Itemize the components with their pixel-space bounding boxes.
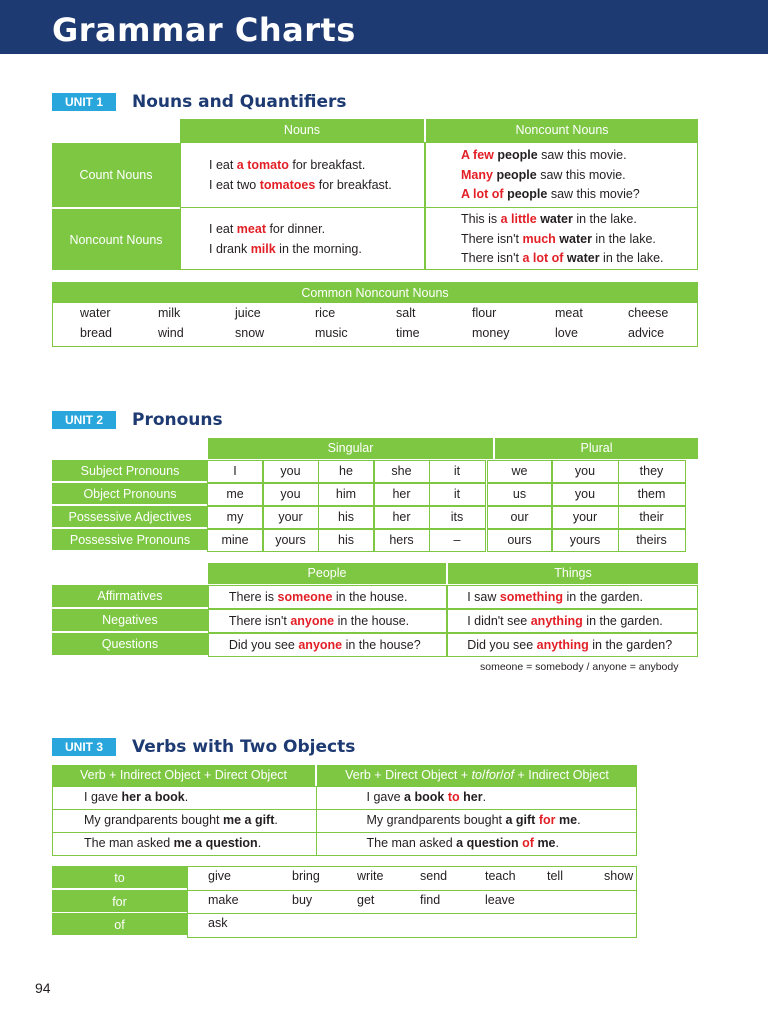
pronoun-cell: he <box>318 460 375 483</box>
text-run: There isn't <box>461 231 523 246</box>
pronoun-cell: ours <box>487 529 553 552</box>
highlight-word: a tomato <box>236 158 289 172</box>
pronoun-cell: I <box>207 460 264 483</box>
text-run: in the garden? <box>588 638 673 652</box>
verb-list <box>187 866 637 891</box>
verb-word: find <box>420 892 441 907</box>
text-run: saw this movie. <box>536 167 626 182</box>
text-run: in the lake. <box>591 231 656 246</box>
noun-word: love <box>555 326 578 340</box>
pronoun-cell: you <box>262 483 319 506</box>
noun-word: rice <box>315 306 336 320</box>
text-run: / <box>482 768 486 782</box>
pronoun-cell: yours <box>262 529 319 552</box>
unit1-tag: UNIT 1 <box>52 93 116 111</box>
text-run: . <box>274 813 278 827</box>
noun-word: flour <box>472 306 497 320</box>
highlight-word: a little <box>500 212 537 226</box>
pronoun-cell: their <box>618 506 686 529</box>
text-run: I gave <box>84 790 122 804</box>
cell-noncount-noncount <box>424 207 698 270</box>
noun-word: water <box>80 306 111 320</box>
text-run: saw this movie? <box>547 187 640 201</box>
unit2-tag: UNIT 2 <box>52 411 116 429</box>
noun-word: salt <box>396 306 416 320</box>
col-header-people: People <box>208 563 446 584</box>
common-noncount-rows <box>53 303 697 345</box>
col-header-singular: Singular <box>208 438 493 459</box>
bold-word: a question <box>456 836 519 850</box>
verb-list <box>187 913 637 938</box>
verb-word: buy <box>292 892 313 907</box>
highlight-word: meat <box>236 222 266 236</box>
bold-word: water <box>566 251 600 265</box>
verb-word: show <box>604 869 634 883</box>
things-example <box>446 633 698 657</box>
highlight-word: Many <box>461 167 493 182</box>
noun-word: wind <box>158 326 184 340</box>
unit3-heading <box>52 737 355 757</box>
verb-word: tell <box>547 869 563 883</box>
bold-word: water <box>559 231 592 246</box>
indefinite-row <box>52 585 698 609</box>
bold-word: water <box>540 212 573 226</box>
verb-list <box>187 890 637 915</box>
pronoun-cell: her <box>373 483 430 506</box>
text-run: for dinner. <box>265 222 326 236</box>
people-example <box>208 585 448 609</box>
pronoun-cell: me <box>207 483 264 506</box>
nouns-table <box>52 119 698 270</box>
bold-word: me <box>537 836 556 850</box>
pronoun-cell: your <box>551 506 619 529</box>
text-run: I eat two <box>209 178 260 192</box>
unit3-tag: UNIT 3 <box>52 738 116 756</box>
verb-prep-row <box>52 866 637 890</box>
verb-word: ask <box>208 916 228 930</box>
text-run: I eat <box>209 222 237 236</box>
highlight-word: milk <box>250 242 276 256</box>
page-banner <box>0 0 768 54</box>
pronoun-cell: you <box>551 460 619 483</box>
bold-word: people <box>507 187 548 201</box>
text-run: This is <box>461 212 501 226</box>
noun-word: cheese <box>628 306 669 320</box>
highlight-word: of <box>522 836 534 850</box>
example-line <box>461 166 697 186</box>
highlight-word: anyone <box>298 638 343 652</box>
text-run: saw this movie. <box>537 148 627 162</box>
verb-word: bring <box>292 869 320 883</box>
direct-prep-indirect-example <box>316 786 638 810</box>
example-line <box>461 210 697 230</box>
direct-prep-indirect-example <box>316 832 638 856</box>
common-noncount-row <box>53 325 697 345</box>
preposition-label: of <box>52 913 187 936</box>
example-line <box>461 249 697 269</box>
pronoun-cell: his <box>318 506 375 529</box>
text-run: in the house? <box>342 638 421 652</box>
unit1-title: Nouns and Quantifiers <box>132 92 347 112</box>
pronoun-cell: hers <box>373 529 430 552</box>
pronoun-row-label: Possessive Pronouns <box>52 529 208 551</box>
text-run: . <box>184 790 189 804</box>
bold-word: a book <box>404 790 445 804</box>
bold-word: people <box>497 148 538 162</box>
two-objects-rows <box>52 786 637 855</box>
unit1-heading <box>52 92 347 112</box>
text-run: The man asked <box>84 836 174 850</box>
page-title: Grammar Charts <box>52 11 356 49</box>
example-line <box>209 239 425 259</box>
text-run: in the lake. <box>572 212 637 226</box>
noun-word: music <box>315 326 348 340</box>
highlight-word: someone <box>277 590 333 604</box>
pronoun-cell: mine <box>207 529 264 552</box>
noun-word: bread <box>80 326 112 340</box>
text-run: + Indirect Object <box>514 768 609 782</box>
text-run: to <box>471 768 483 782</box>
text-run: Verb + Direct Object + <box>345 768 472 782</box>
indefinite-row-label: Affirmatives <box>52 585 208 608</box>
noun-word: time <box>396 326 420 340</box>
common-noncount-header: Common Noncount Nouns <box>53 283 697 303</box>
pronoun-row <box>52 483 698 506</box>
unit3-title: Verbs with Two Objects <box>132 737 356 757</box>
noun-word: juice <box>235 306 261 320</box>
bold-word: me <box>558 813 578 827</box>
pronoun-cell: them <box>618 483 686 506</box>
highlight-word: A few <box>461 148 494 162</box>
indefinite-row <box>52 609 698 633</box>
highlight-word: anything <box>530 614 583 628</box>
example-line <box>461 146 697 166</box>
verb-word: write <box>357 869 384 883</box>
text-run: in the garden. <box>563 590 643 604</box>
people-example <box>208 609 448 633</box>
pronoun-row-label: Object Pronouns <box>52 483 208 505</box>
two-objects-row <box>52 832 637 855</box>
example-line <box>209 155 425 175</box>
pronoun-note: someone = somebody / anyone = anybody <box>480 661 679 673</box>
cell-count-noncount <box>424 142 698 208</box>
pronoun-cell: his <box>318 529 375 552</box>
text-run: in the lake. <box>599 251 664 265</box>
text-run: for breakfast. <box>288 158 366 172</box>
highlight-word: tomatoes <box>259 178 316 192</box>
highlight-word: much <box>522 231 556 246</box>
cell-count-nouns <box>180 142 426 208</box>
bold-word: me a gift <box>222 813 275 827</box>
things-example <box>446 609 698 633</box>
pronoun-cell: theirs <box>618 529 686 552</box>
text-run: Did you see <box>467 638 537 652</box>
indefinite-rows <box>52 585 698 657</box>
verb-prep-rows <box>52 866 637 937</box>
noun-word: milk <box>158 306 181 320</box>
pronoun-cell: you <box>262 460 319 483</box>
pronoun-cell: my <box>207 506 264 529</box>
text-run: My grandparents bought <box>366 813 506 827</box>
pronoun-row <box>52 460 698 483</box>
unit2-title: Pronouns <box>132 410 223 430</box>
direct-prep-indirect-example <box>316 809 638 833</box>
highlight-word: to <box>447 790 460 804</box>
verb-prep-table <box>52 866 637 937</box>
indirect-direct-example <box>52 786 317 810</box>
indirect-direct-example <box>52 809 317 833</box>
text-run: . <box>257 836 262 850</box>
verb-prep-row <box>52 913 637 937</box>
text-run: My grandparents bought <box>84 813 223 827</box>
col-header-indirect-direct: Verb + Indirect Object + Direct Object <box>52 765 315 786</box>
cell-noncount-nouns <box>180 207 426 270</box>
pronoun-row <box>52 506 698 529</box>
text-run: of <box>503 768 515 782</box>
col-header-noncount: Noncount Nouns <box>426 119 698 142</box>
things-example <box>446 585 698 609</box>
col-header-direct-prep-indirect <box>317 765 637 786</box>
text-run: in the house. <box>332 590 408 604</box>
text-run: in the house. <box>334 614 410 628</box>
bold-word: people <box>496 167 537 182</box>
row-header-count: Count Nouns <box>52 143 180 207</box>
verb-word: leave <box>485 892 515 907</box>
text-run: There isn't <box>228 614 291 628</box>
col-header-plural: Plural <box>495 438 698 459</box>
text-run: I eat <box>209 158 237 172</box>
common-noncount-table <box>52 282 698 347</box>
text-run: I saw <box>467 590 500 604</box>
noun-word: meat <box>555 306 583 320</box>
bold-word: me a question <box>173 836 258 850</box>
pronoun-cell: him <box>318 483 375 506</box>
pronoun-cell: she <box>373 460 430 483</box>
text-run: The man asked <box>366 836 457 850</box>
highlight-word: something <box>499 590 564 604</box>
text-run: in the garden. <box>582 614 663 628</box>
noun-word: money <box>472 326 510 340</box>
common-noncount-row <box>53 305 697 325</box>
verb-word: get <box>357 892 375 907</box>
highlight-word: anything <box>536 638 589 652</box>
text-run: for breakfast. <box>315 178 392 192</box>
two-objects-row <box>52 786 637 809</box>
indirect-direct-example <box>52 832 317 856</box>
pronoun-rows <box>52 460 698 552</box>
bold-word: her a book <box>121 790 185 804</box>
col-header-things: Things <box>448 563 698 584</box>
pronoun-row-label: Subject Pronouns <box>52 460 208 482</box>
example-line <box>461 185 697 205</box>
indefinite-row-label: Questions <box>52 633 208 656</box>
pronoun-cell: her <box>373 506 430 529</box>
pronoun-cell: we <box>487 460 553 483</box>
indefinite-row-label: Negatives <box>52 609 208 632</box>
text-run: in the morning. <box>275 242 362 256</box>
pronoun-row-label: Possessive Adjectives <box>52 506 208 528</box>
example-line <box>209 175 425 195</box>
highlight-word: a lot of <box>522 251 564 265</box>
text-run: for <box>485 768 501 782</box>
col-header-nouns: Nouns <box>180 119 424 142</box>
indefinite-row <box>52 633 698 657</box>
verb-word: send <box>420 869 448 883</box>
example-line <box>209 219 425 239</box>
page-number: 94 <box>35 980 51 996</box>
row-header-noncount: Noncount Nouns <box>52 209 180 270</box>
highlight-word: anyone <box>290 614 335 628</box>
text-run: / <box>500 768 504 782</box>
verb-word: give <box>208 869 231 883</box>
text-run: . <box>555 836 559 850</box>
noun-word: advice <box>628 326 665 340</box>
text-run: There isn't <box>461 251 523 265</box>
verb-prep-row <box>52 890 637 914</box>
pronoun-row <box>52 529 698 552</box>
text-run: . <box>577 813 581 827</box>
highlight-word: A lot of <box>461 187 504 201</box>
pronoun-cell: its <box>429 506 486 529</box>
unit2-heading <box>52 410 223 430</box>
pronoun-cell: – <box>429 529 486 552</box>
highlight-word: for <box>538 813 556 827</box>
verb-word: make <box>208 892 239 907</box>
example-line <box>461 230 697 250</box>
pronoun-cell: yours <box>551 529 619 552</box>
text-run: . <box>482 790 487 804</box>
pronoun-cell: it <box>429 483 486 506</box>
text-run: I gave <box>366 790 405 804</box>
bold-word: her <box>463 790 483 804</box>
pronoun-cell: us <box>487 483 553 506</box>
preposition-label: for <box>52 890 187 913</box>
two-objects-row <box>52 809 637 832</box>
text-run: There is <box>228 590 278 604</box>
pronoun-cell: they <box>618 460 686 483</box>
text-run: I drank <box>209 242 251 256</box>
bold-word: a gift <box>505 813 536 827</box>
verb-word: teach <box>485 869 516 883</box>
text-run: Did you see <box>228 638 299 652</box>
preposition-label: to <box>52 866 187 889</box>
text-run: I didn't see <box>467 614 531 628</box>
pronoun-cell: our <box>487 506 553 529</box>
pronoun-cell: it <box>429 460 486 483</box>
people-example <box>208 633 448 657</box>
pronoun-cell: your <box>262 506 319 529</box>
noun-word: snow <box>235 326 265 340</box>
pronoun-cell: you <box>551 483 619 506</box>
